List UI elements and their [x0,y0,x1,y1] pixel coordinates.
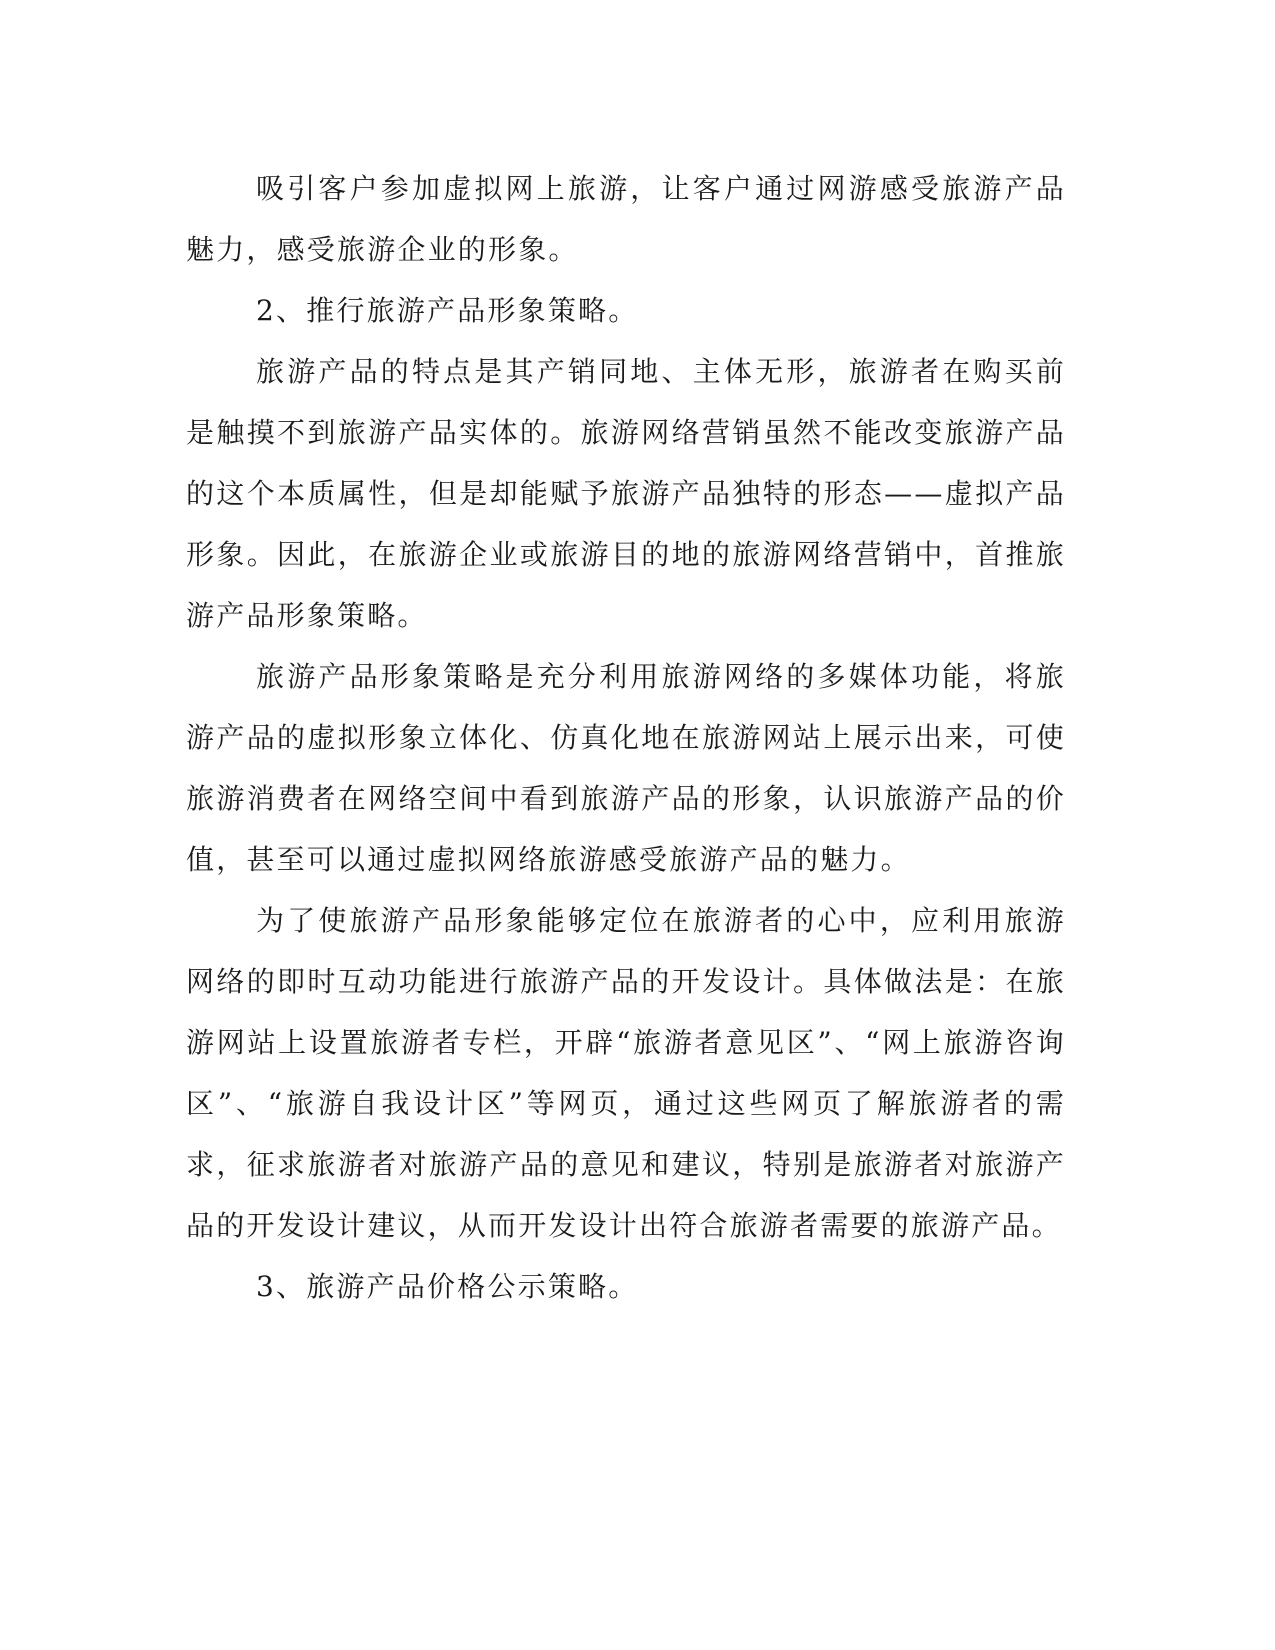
document-body [186,158,1066,1317]
section-heading-2: 2、推行旅游产品形象策略。 [256,294,639,327]
section-heading-3: 3、旅游产品价格公示策略。 [256,1270,639,1303]
paragraph-image-strategy: 旅游产品形象策略是充分利用旅游网络的多媒体功能，将旅游产品的虚拟形象立体化、仿真化地在旅游网站上展示出来，可使旅游消费者在网络空间中看到旅游产品的形象，认识旅游产品的价值，甚至可以通过虚拟网络旅游感受旅游产品的魅力。 [186,660,1066,876]
paragraph-virtual-tour: 吸引客户参加虚拟网上旅游，让客户通过网游感受旅游产品魅力，感受旅游企业的形象。 [186,172,1066,266]
paragraph-product-features: 旅游产品的特点是其产销同地、主体无形，旅游者在购买前是触摸不到旅游产品实体的。旅游网络营销虽然不能改变旅游产品的这个本质属性，但是却能赋予旅游产品独特的形态——虚拟产品形象。因此，在旅游企业或旅游目的地的旅游网络营销中，首推旅游产品形象策略。 [186,355,1066,632]
paragraph-interactive-design: 为了使旅游产品形象能够定位在旅游者的心中，应利用旅游网络的即时互动功能进行旅游产品的开发设计。具体做法是：在旅游网站上设置旅游者专栏，开辟“旅游者意见区”、“网上旅游咨询区”、“旅游自我设计区”等网页，通过这些网页了解旅游者的需求，征求旅游者对旅游产品的意见和建议，特别是旅游者对旅游产品的开发设计建议，从而开发设计出符合旅游者需要的旅游产品。 [186,904,1066,1242]
